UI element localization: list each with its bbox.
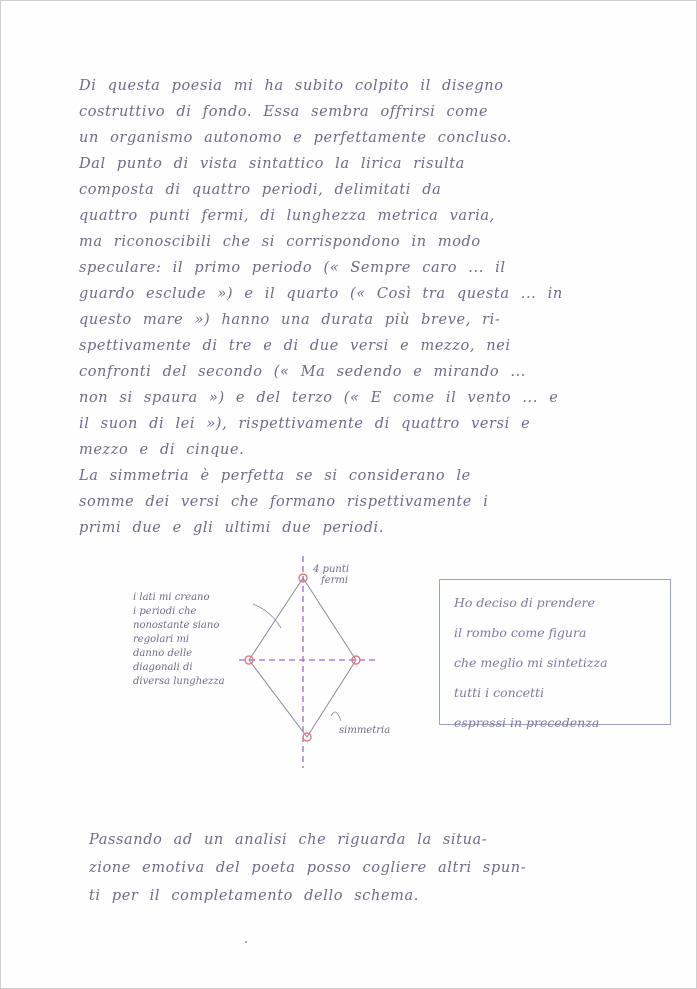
top-vertex-label	[313, 564, 349, 586]
body-text	[79, 73, 659, 541]
text-line: Di questa poesia mi ha subito colpito il disegno	[79, 78, 504, 94]
text-line: questo mare ») hanno una durata più breve, ri-	[79, 312, 501, 328]
box-line: che meglio mi sintetizza	[454, 655, 608, 670]
text-line: ti per il completamento dello schema.	[89, 888, 419, 904]
symmetry-label: simmetria	[339, 725, 391, 736]
note-line: regolari mi	[133, 634, 190, 645]
note-line: i periodi che	[133, 606, 197, 617]
diagram-side-note	[133, 591, 268, 689]
text-line: La simmetria è perfetta se si considerano le	[79, 468, 471, 484]
note-line: nonostante siano	[133, 620, 220, 631]
text-line: somme dei versi che formano rispettivamente i	[79, 494, 489, 510]
label-line: fermi	[321, 575, 349, 586]
text-line: composta di quattro periodi, delimitati da	[79, 182, 442, 198]
text-line: mezzo e di cinque.	[79, 442, 245, 458]
note-line: diversa lunghezza	[133, 676, 225, 687]
text-line: il suon di lei »), rispettivamente di quattro versi e	[79, 416, 531, 432]
boxed-note	[439, 579, 671, 730]
box-line: Ho deciso di prendere	[454, 595, 595, 610]
text-line: quattro punti fermi, di lunghezza metrica varia,	[79, 208, 495, 224]
label-line: 4 punti	[313, 564, 350, 575]
text-line: zione emotiva del poeta posso cogliere altri spun-	[89, 860, 527, 876]
text-line: un organismo autonomo e perfettamente concluso.	[79, 130, 513, 146]
box-line: espressi in precedenza	[454, 715, 600, 730]
text-line: speculare: il primo periodo (« Sempre caro ... il	[79, 260, 506, 276]
box-line: tutti i concetti	[454, 685, 545, 700]
text-line: guardo esclude ») e il quarto (« Così tra questa ... in	[79, 286, 563, 302]
text-line: Dal punto di vista sintattico la lirica risulta	[79, 156, 465, 172]
note-line: diagonali di	[133, 662, 193, 673]
text-line: costruttivo di fondo. Essa sembra offrirsi come	[79, 104, 489, 120]
text-line: non si spaura ») e del terzo (« E come il vento ... e	[79, 390, 559, 406]
text-line: ma riconoscibili che si corrispondono in modo	[79, 234, 481, 250]
note-line: i lati mi creano	[133, 592, 210, 603]
note-line: danno delle	[133, 648, 193, 659]
ink-dot	[245, 941, 247, 943]
text-line: Passando ad un analisi che riguarda la situa-	[89, 832, 488, 848]
closing-text	[89, 826, 689, 910]
annotation-arrow	[331, 712, 341, 721]
text-line: primi due e gli ultimi due periodi.	[79, 520, 384, 536]
box-line: il rombo come figura	[454, 625, 587, 640]
text-line: spettivamente di tre e di due versi e mezzo, nei	[79, 338, 511, 354]
text-line: confronti del secondo (« Ma sedendo e mirando ...	[79, 364, 526, 380]
